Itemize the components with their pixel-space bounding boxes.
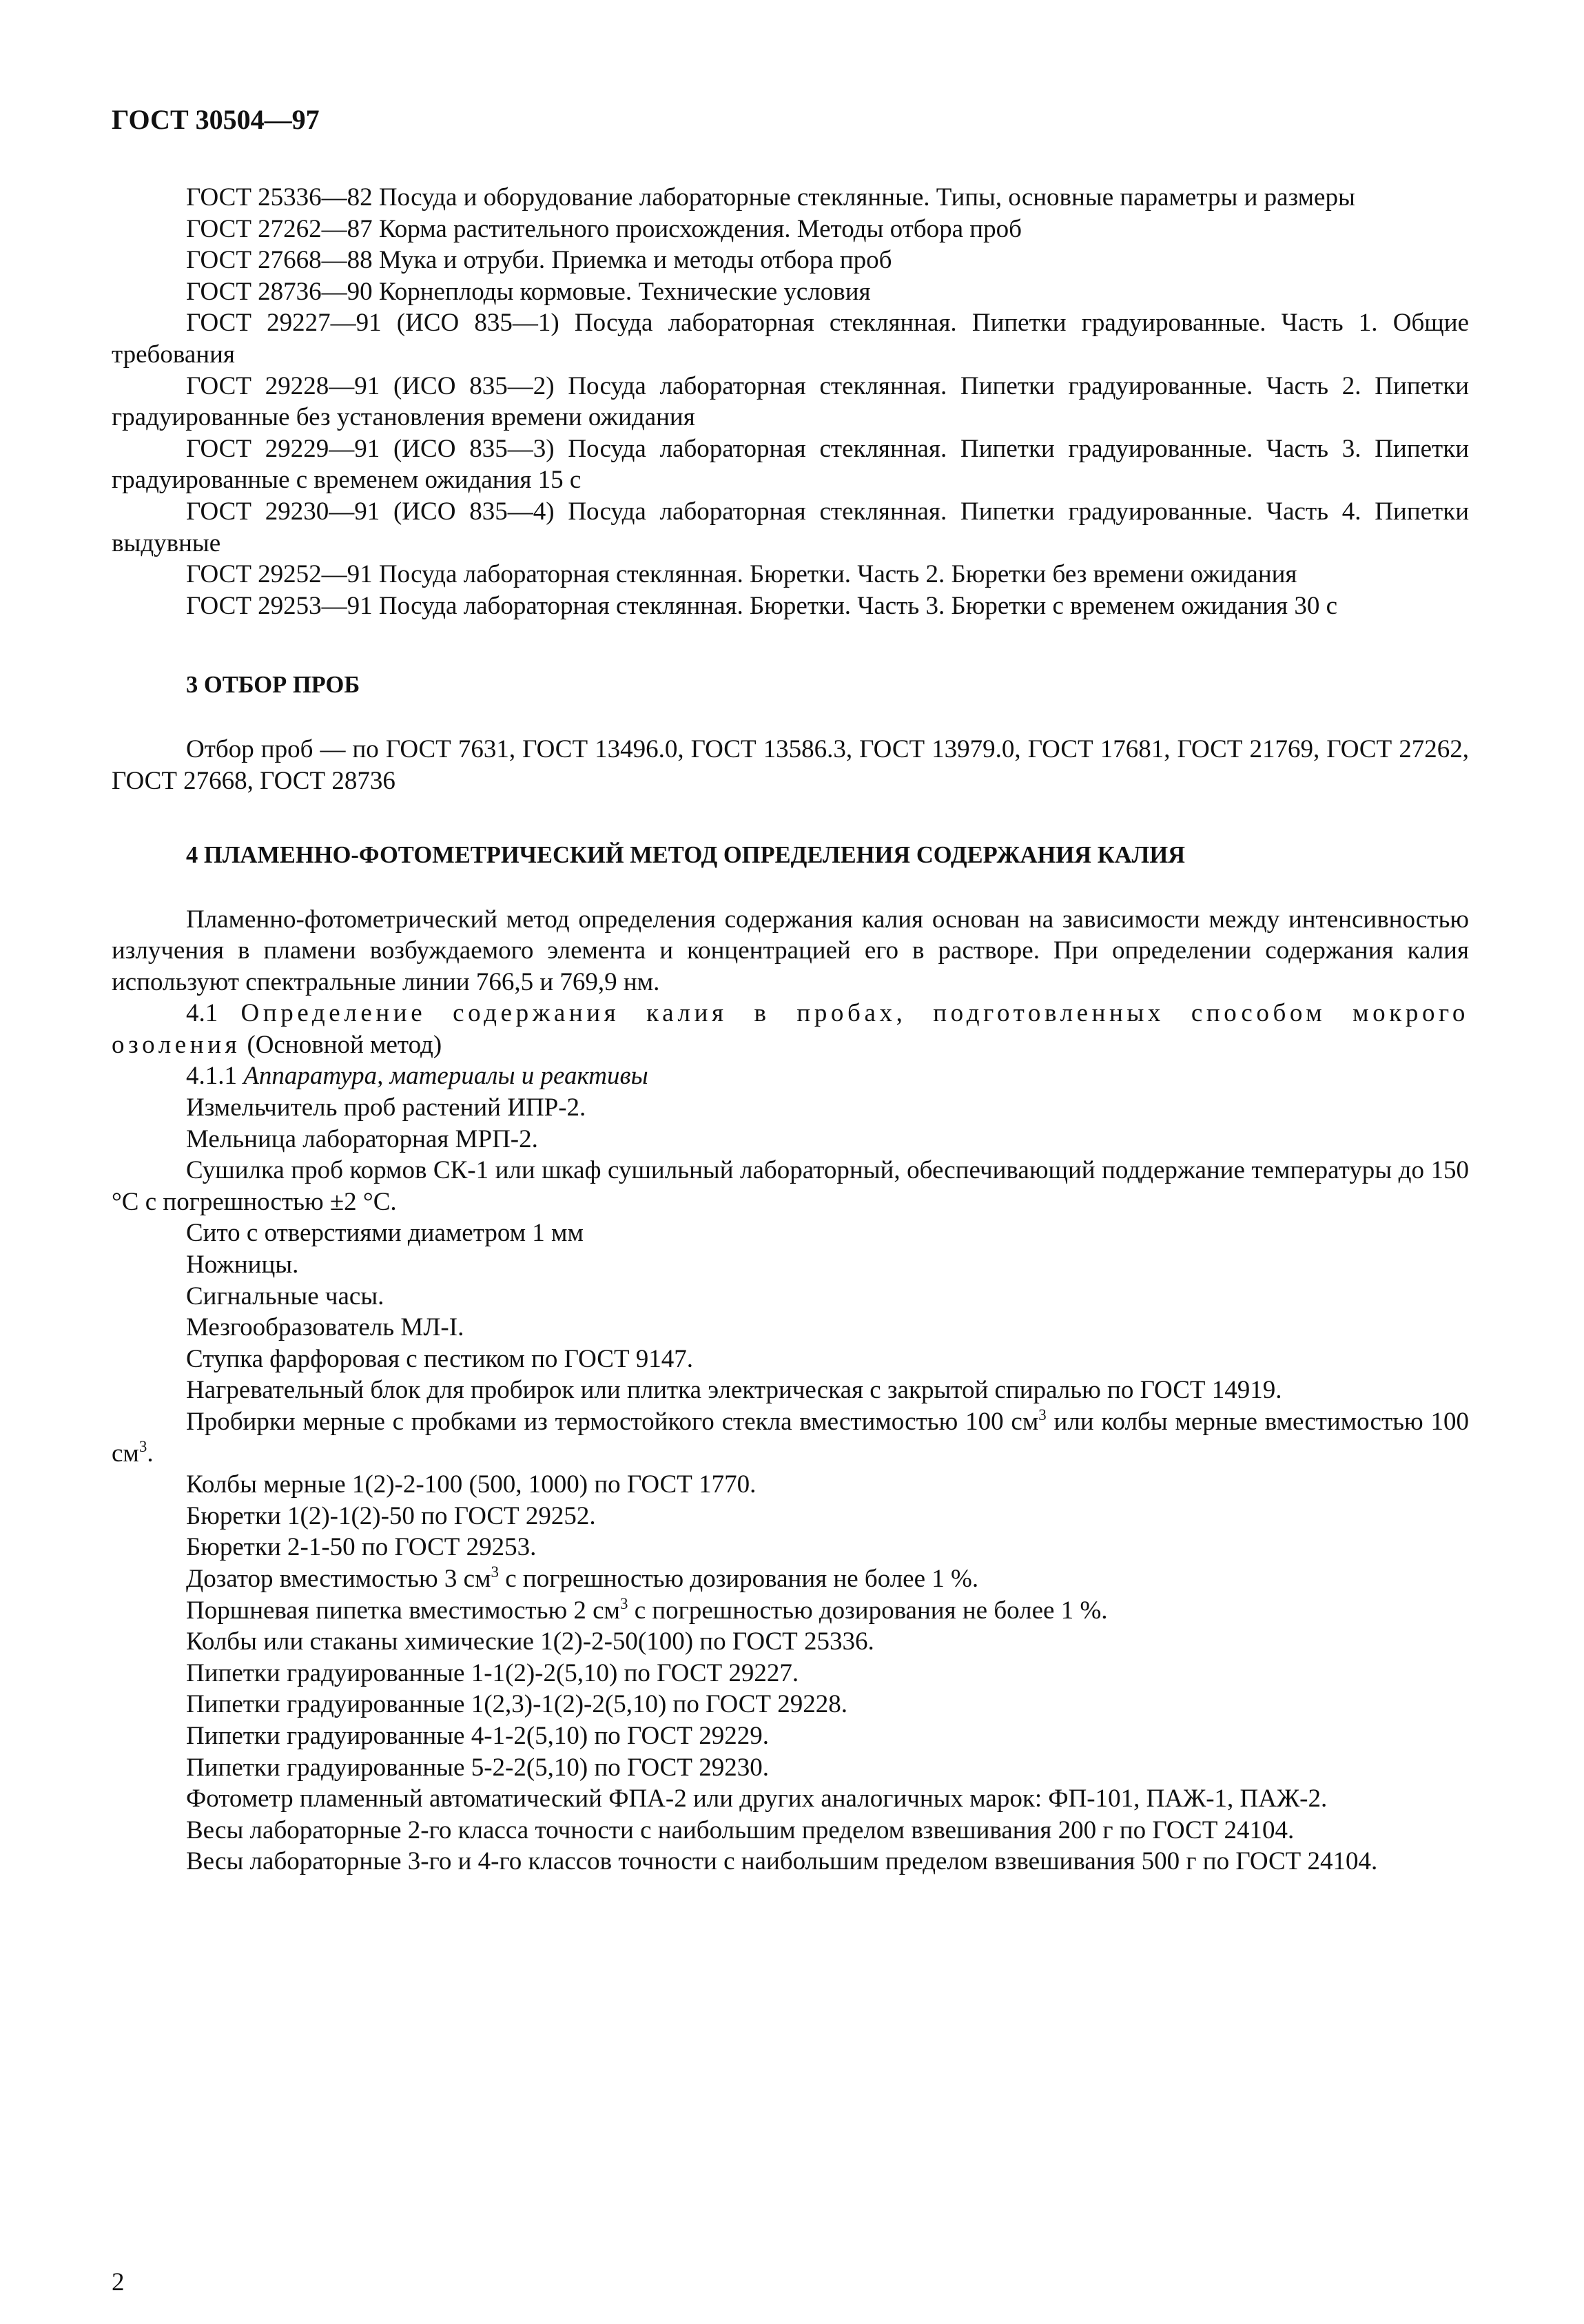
equipment-item: Весы лабораторные 3-го и 4-го классов точности с наибольшим пределом взвешивания 500 г по ГОСТ 24104. [186, 1847, 1378, 1876]
equipment-item: Мельница лабораторная МРП-2. [186, 1124, 538, 1153]
superscript-3: 3 [138, 1437, 147, 1455]
equipment-text: или колбы мерные вместимостью 100 см [112, 1408, 1469, 1468]
equipment-item: Мезгообразователь МЛ-I. [186, 1313, 464, 1342]
reference-item: ГОСТ 29252—91 Посуда лабораторная стеклянная. Бюретки. Часть 2. Бюретки без времени ожидания [186, 560, 1297, 589]
equipment-item: Бюретки 2-1-50 по ГОСТ 29253. [186, 1533, 537, 1562]
reference-item: ГОСТ 25336—82 Посуда и оборудование лабораторные стеклянные. Типы, основные параметры и размеры [186, 183, 1355, 212]
section-4 [112, 840, 1469, 1878]
equipment-text: с погрешностью дозирования не более 1 %. [628, 1596, 1108, 1625]
reference-item: ГОСТ 27262—87 Корма растительного происхождения. Методы отбора проб [186, 214, 1022, 243]
equipment-item: Сушилка проб кормов СК-1 или шкаф сушильный лабораторный, обеспечивающий поддержание температуры до 150 °С с погрешностью ±2 °С. [112, 1156, 1469, 1216]
subsection-4-1-1-number: 4.1.1 [186, 1062, 237, 1091]
equipment-item: Пипетки градуированные 1(2,3)-1(2)-2(5,10) по ГОСТ 29228. [186, 1690, 847, 1719]
document-page [112, 103, 1469, 1878]
superscript-3: 3 [619, 1594, 628, 1612]
equipment-text: Пробирки мерные с пробками из термостойкого стекла вместимостью 100 см [186, 1408, 1039, 1436]
subsection-4-1-heading: Определение содержания калия в пробах, подготовленных способом мокрого озоления [112, 999, 1469, 1059]
equipment-item: Пипетки градуированные 1-1(2)-2(5,10) по ГОСТ 29227. [186, 1658, 799, 1687]
equipment-item: Измельчитель проб растений ИПР-2. [186, 1093, 586, 1122]
equipment-item [112, 1595, 1469, 1627]
equipment-item: Колбы или стаканы химические 1(2)-2-50(100) по ГОСТ 25336. [186, 1627, 874, 1656]
document-header: ГОСТ 30504—97 [112, 104, 320, 135]
reference-item: ГОСТ 27668—88 Мука и отруби. Приемка и методы отбора проб [186, 246, 892, 275]
section-3-text: Отбор проб — по ГОСТ 7631, ГОСТ 13496.0, ГОСТ 13586.3, ГОСТ 13979.0, ГОСТ 17681, ГОСТ 21769, ГОСТ 27262, ГОСТ 27668, ГОСТ 28736 [112, 735, 1469, 795]
page-number: 2 [112, 2268, 125, 2296]
subsection-4-1-title [112, 998, 1469, 1060]
superscript-3: 3 [1038, 1406, 1047, 1423]
reference-item: ГОСТ 29227—91 (ИСО 835—1) Посуда лабораторная стеклянная. Пипетки градуированные. Часть 1. Общие требования [112, 309, 1469, 369]
equipment-text: Дозатор вместимостью 3 см [186, 1564, 491, 1593]
reference-item: ГОСТ 29228—91 (ИСО 835—2) Посуда лабораторная стеклянная. Пипетки градуированные. Часть 2. Пипетки градуированные без установления времени ожидания [112, 371, 1469, 432]
equipment-item: Бюретки 1(2)-1(2)-50 по ГОСТ 29252. [186, 1501, 596, 1530]
reference-item: ГОСТ 29229—91 (ИСО 835—3) Посуда лабораторная стеклянная. Пипетки градуированные. Часть 3. Пипетки градуированные с временем ожидания 15 с [112, 434, 1469, 495]
reference-item: ГОСТ 29230—91 (ИСО 835—4) Посуда лабораторная стеклянная. Пипетки градуированные. Часть 4. Пипетки выдувные [112, 497, 1469, 557]
equipment-item [112, 1406, 1469, 1469]
subsection-4-1-tail: (Основной метод) [247, 1030, 442, 1059]
equipment-text: . [147, 1439, 154, 1468]
equipment-text: с погрешностью дозирования не более 1 %. [499, 1564, 979, 1593]
equipment-item: Ножницы. [186, 1251, 299, 1279]
subsection-4-1-number: 4.1 [186, 999, 218, 1028]
equipment-item: Весы лабораторные 2-го класса точности с наибольшим пределом взвешивания 200 г по ГОСТ 24104. [186, 1816, 1295, 1844]
reference-item: ГОСТ 28736—90 Корнеплоды кормовые. Технические условия [186, 277, 871, 306]
subsection-4-1-1-heading: Аппаратура, материалы и реактивы [243, 1062, 648, 1091]
equipment-text: Поршневая пипетка вместимостью 2 см [186, 1596, 620, 1625]
section-3-title: 3 ОТБОР ПРОБ [186, 672, 360, 699]
equipment-item: Нагревательный блок для пробирок или плитка электрическая с закрытой спиралью по ГОСТ 14919. [186, 1376, 1282, 1405]
equipment-item: Ступка фарфоровая с пестиком по ГОСТ 9147. [186, 1344, 694, 1373]
equipment-item: Сито с отверстиями диаметром 1 мм [186, 1219, 584, 1248]
equipment-item: Сигнальные часы. [186, 1282, 384, 1310]
reference-item: ГОСТ 29253—91 Посуда лабораторная стеклянная. Бюретки. Часть 3. Бюретки с временем ожидания 30 с [186, 591, 1337, 620]
references-list [112, 182, 1469, 621]
equipment-item [112, 1563, 1469, 1595]
equipment-item: Колбы мерные 1(2)-2-100 (500, 1000) по ГОСТ 1770. [186, 1470, 757, 1499]
subsection-4-1-1-title [112, 1060, 1469, 1092]
equipment-item: Пипетки градуированные 4-1-2(5,10) по ГОСТ 29229. [186, 1721, 769, 1750]
section-4-intro: Пламенно-фотометрический метод определения содержания калия основан на зависимости между интенсивностью излучения в пламени возбуждаемого элемента и концентрацией его в растворе. При определении содержания калия используют спектральные линии 766,5 и 769,9 нм. [112, 905, 1469, 996]
equipment-item: Фотометр пламенный автоматический ФПА-2 или других аналогичных марок: ФП-101, ПАЖ-1, ПАЖ-2. [186, 1785, 1328, 1813]
section-4-title: 4 ПЛАМЕННО-ФОТОМЕТРИЧЕСКИЙ МЕТОД ОПРЕДЕЛЕНИЯ СОДЕРЖАНИЯ КАЛИЯ [186, 841, 1186, 868]
equipment-item: Пипетки градуированные 5-2-2(5,10) по ГОСТ 29230. [186, 1753, 769, 1782]
superscript-3: 3 [491, 1563, 499, 1581]
section-3 [112, 670, 1469, 796]
